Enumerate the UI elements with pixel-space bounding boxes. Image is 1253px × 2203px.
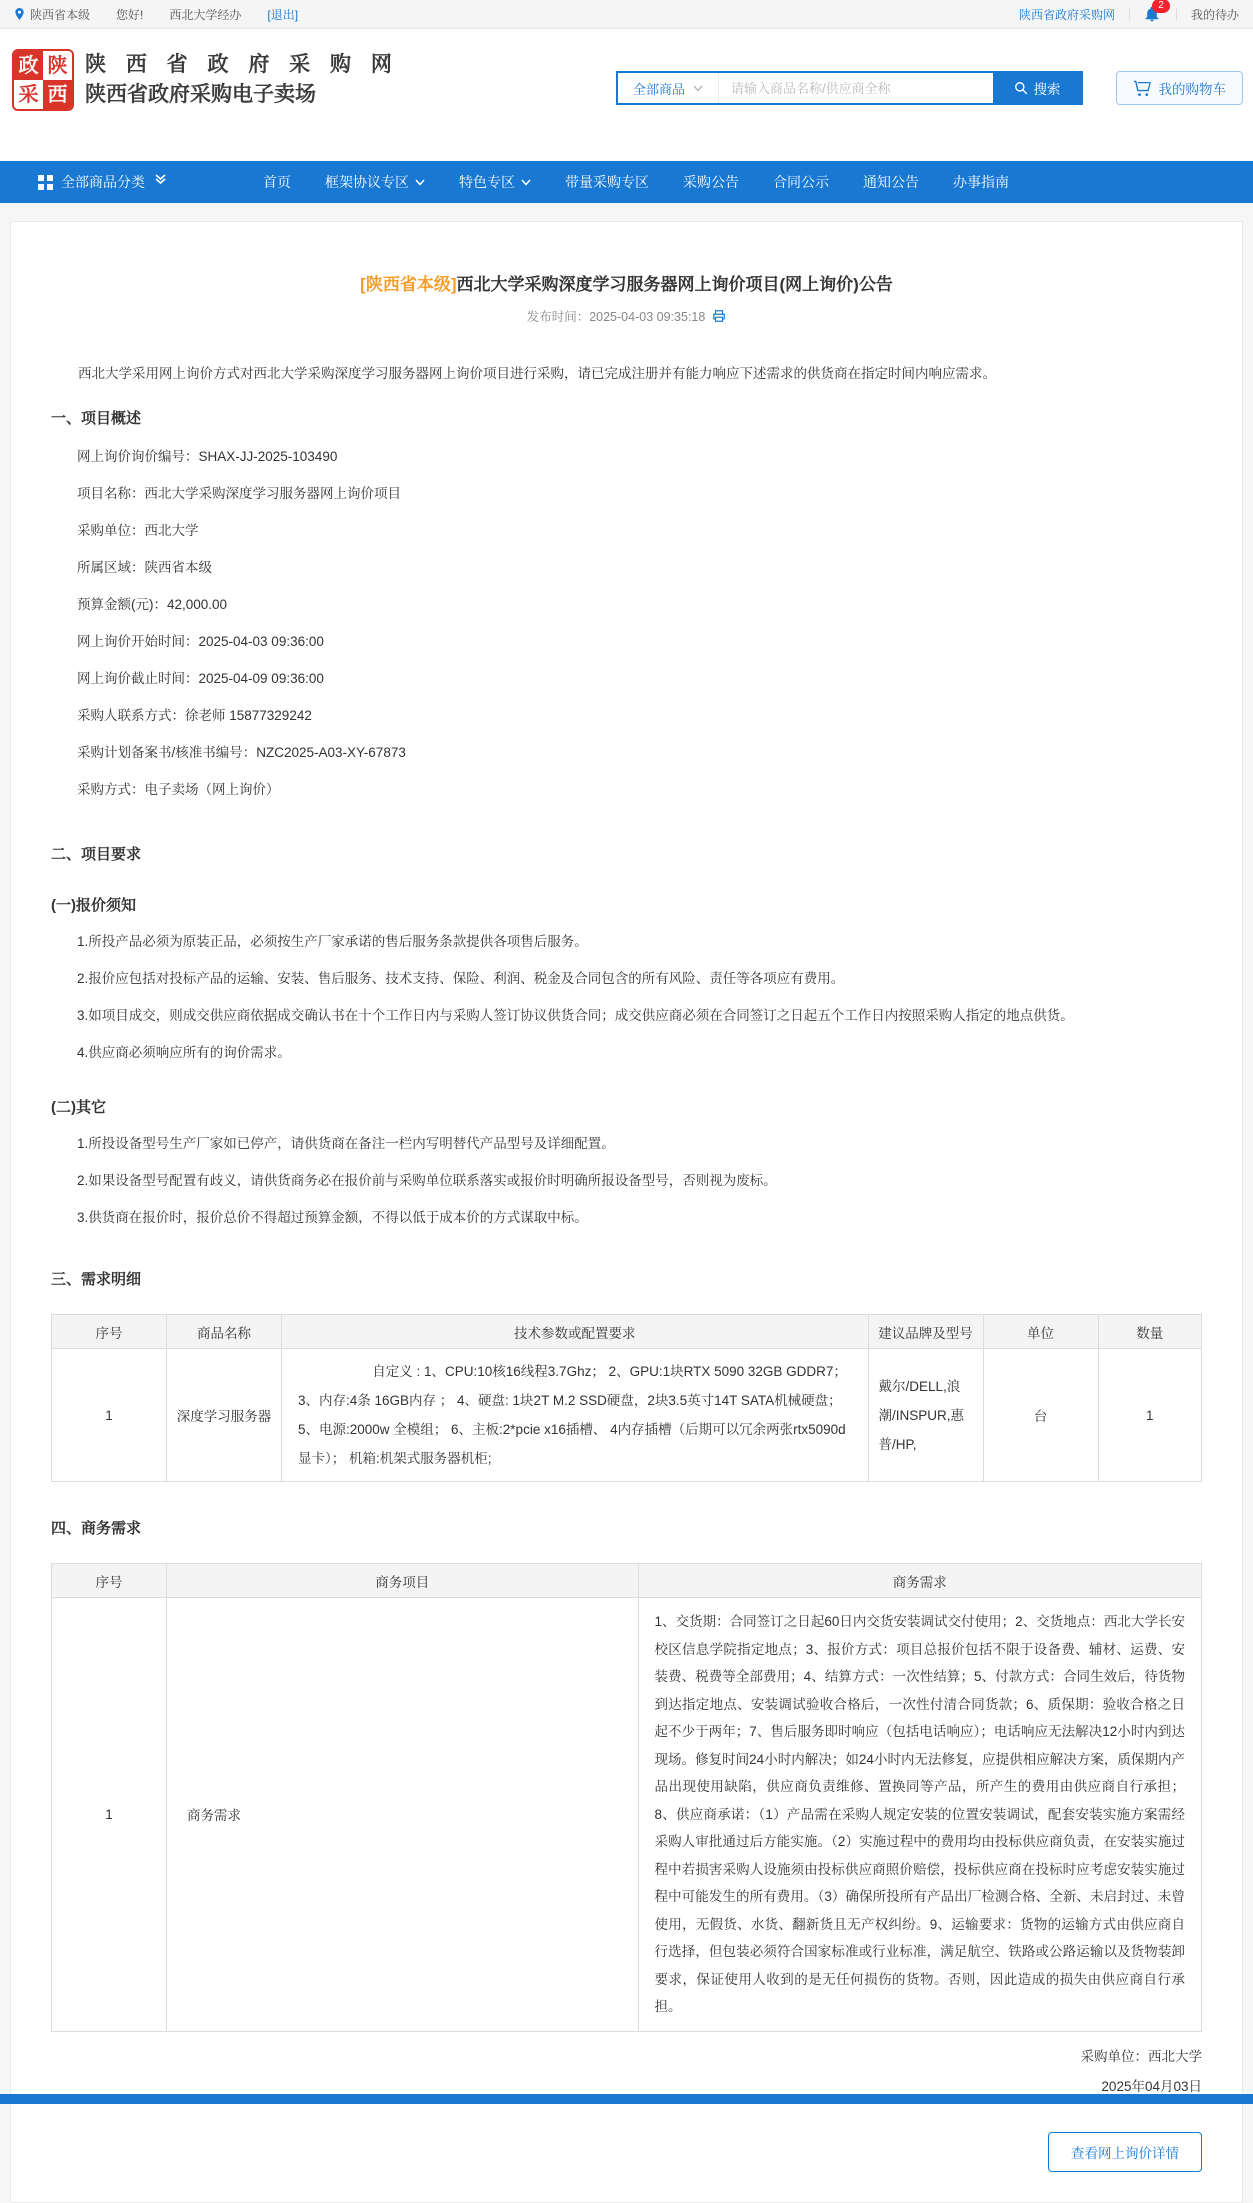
overview-item: 网上询价询价编号：SHAX-JJ-2025-103490 — [77, 449, 338, 464]
category-select[interactable] — [618, 73, 719, 103]
search-icon — [1014, 81, 1028, 95]
notification-bell[interactable] — [1144, 0, 1164, 23]
site-title: 陕 西 省 政 府 采 购 网 — [85, 53, 399, 76]
location-pin-icon — [14, 7, 25, 21]
demand-table-header-row — [52, 1315, 1202, 1349]
greeting-label: 您好! — [116, 7, 144, 22]
overview-item: 所属区域：陕西省本级 — [77, 560, 212, 575]
business-table — [51, 1563, 1202, 2032]
nav-item-special-zone[interactable] — [442, 161, 548, 203]
logo-char: 政 — [14, 51, 43, 80]
view-inquiry-detail-button[interactable]: 查看网上询价详情 — [1048, 2132, 1202, 2172]
subsection-heading-other: (二)其它 — [51, 1099, 106, 1116]
overview-item: 项目名称：西北大学采购深度学习服务器网上询价项目 — [77, 486, 401, 501]
intro-paragraph: 西北大学采用网上询价方式对西北大学采购深度学习服务器网上询价项目进行采购，请已完成注册并有能力响应下述需求的供货商在指定时间内响应需求。 — [78, 366, 996, 381]
double-chevron-down-icon — [155, 178, 166, 186]
col-header-no: 序号 — [52, 1315, 167, 1349]
divider — [1176, 8, 1177, 20]
site-portal-link[interactable]: 陕西省政府采购网 — [1018, 7, 1115, 22]
search-button-label: 搜索 — [1033, 82, 1061, 97]
cart-icon — [1133, 80, 1151, 96]
overview-item: 采购人联系方式：徐老师 15877329242 — [77, 708, 312, 723]
operator-label[interactable]: 西北大学经办 — [169, 7, 242, 22]
brand-block — [85, 51, 399, 109]
all-categories-button[interactable] — [0, 172, 208, 192]
nav-item-guide[interactable] — [936, 161, 1026, 203]
page-title — [51, 274, 1202, 296]
nav-item-contract-publicity[interactable] — [756, 161, 846, 203]
logo-char: 西 — [43, 80, 72, 109]
cart-button-label: 我的购物车 — [1158, 82, 1226, 97]
footer-strip — [0, 2094, 1253, 2104]
nav-item-label: 特色专区 — [459, 174, 515, 190]
nav-item-label: 采购公告 — [683, 174, 739, 190]
cell-qty: 1 — [1098, 1349, 1202, 1482]
logo-char: 采 — [14, 80, 43, 109]
nav-item-label: 框架协议专区 — [325, 174, 409, 190]
topbar-right — [1018, 0, 1239, 23]
overview-item: 采购计划备案书/核准书编号：NZC2025-A03-XY-67873 — [77, 745, 406, 760]
nav-item-label: 合同公示 — [773, 174, 829, 190]
purchaser-line: 采购单位：西北大学 — [1080, 2048, 1202, 2064]
title-text: 西北大学采购深度学习服务器网上询价项目(网上询价)公告 — [456, 275, 893, 294]
business-table-header-row — [52, 1564, 1202, 1598]
topbar — [0, 0, 1253, 29]
nav-item-procurement-announcements[interactable] — [666, 161, 756, 203]
col-header-item: 商务项目 — [167, 1564, 639, 1598]
cell-no: 1 — [52, 1598, 167, 2032]
divider — [1129, 8, 1130, 20]
search-button[interactable] — [993, 73, 1081, 103]
business-table-row — [52, 1598, 1202, 2032]
site-subtitle: 陕西省政府采购电子卖场 — [85, 83, 316, 106]
section-heading-overview: 一、项目概述 — [51, 410, 142, 427]
topbar-left — [14, 6, 298, 23]
search-bar — [616, 71, 1083, 105]
overview-item: 网上询价开始时间：2025-04-03 09:36:00 — [77, 634, 324, 649]
category-select-label: 全部商品 — [632, 81, 685, 97]
col-header-name: 商品名称 — [167, 1315, 282, 1349]
logo-char: 陕 — [43, 51, 72, 80]
quote-note-item: 3.如项目成交，则成交供应商依据成交确认书在十个工作日内与采购人签订协议供货合同；成交供应商必须在合同签订之日起五个工作日内按照采购人指定的地点供货。 — [77, 1008, 1074, 1023]
title-region-tag: [陕西省本级] — [360, 275, 457, 294]
notice-card — [10, 221, 1243, 2203]
cell-no: 1 — [52, 1349, 167, 1482]
publish-time: 发布时间：2025-04-03 09:35:18 — [526, 310, 706, 324]
subsection-heading-quote-notes: (一)报价须知 — [51, 897, 136, 914]
demand-table-row — [52, 1349, 1202, 1482]
site-logo — [12, 49, 74, 111]
cell-spec: 自定义 : 1、CPU:10核16线程3.7Ghz； 2、GPU:1块RTX 5090 32GB GDDR7； 3、内存:4条 16GB内存 ； 4、硬盘: 1块2T M.2 SSD硬盘，2块3.5英寸14T SATA机械硬盘； 5、电源:2000w 全模组； 6、主板:2*pcie x16插槽、 4内存插槽（后期可以冗余两张rtx5090d显卡）； 机箱:机架式服务器机柜; — [282, 1349, 869, 1482]
other-note-item: 3.供货商在报价时，报价总价不得超过预算金额，不得以低于成本价的方式谋取中标。 — [77, 1210, 588, 1225]
cell-unit: 台 — [983, 1349, 1098, 1482]
cell-business-requirement: 1、交货期：合同签订之日起60日内交货安装调试交付使用；2、交货地点：西北大学长安校区信息学院指定地点；3、报价方式：项目总报价包括不限于设备费、辅材、运费、安装费、税费等全部费用；4、结算方式：一次性结算；5、付款方式：合同生效后，待货物到达指定地点、安装调试验收合格后，一次性付清合同货款；6、质保期：验收合格之日起不少于两年；7、售后服务即时响应（包括电话响应）；电话响应无法解决12小时内到达现场。修复时间24小时内解决；如24小时内无法修复，应提供相应解决方案，质保期内产品出现使用缺陷，供应商负责维修、置换同等产品，所产生的费用由供应商自行承担；8、供应商承诺：（1）产品需在采购人规定安装的位置安装调试，配套安装实施方案需经采购人审批通过后方能实施。（2）实施过程中的费用均由投标供应商负责，在安装实施过程中若损害采购人设施须由投标供应商照价赔偿，投标供应商在投标时应考虑安装实施过程中可能发生的所有费用。（3）确保所投所有产品出厂检测合格、全新、未启封过、未曾使用，无假货、水货、翻新货且无产权纠纷。9、运输要求：货物的运输方式由供应商自行选择，但包装必须符合国家标准或行业标准，满足航空、铁路或公路运输以及货物装卸要求，保证使用人收到的是无任何损伤的货物。否则，因此造成的损失由供应商自行承担。 — [638, 1598, 1202, 2032]
region-item — [14, 6, 90, 23]
notification-badge: 2 — [1152, 0, 1170, 13]
printer-icon[interactable] — [712, 309, 726, 323]
nav-item-label: 通知公告 — [863, 174, 919, 190]
nav-item-label: 带量采购专区 — [565, 174, 649, 190]
nav-items — [246, 161, 1026, 203]
quote-note-item: 2.报价应包括对投标产品的运输、安装、售后服务、技术支持、保险、利润、税金及合同包含的所有风险、责任等各项应有费用。 — [77, 971, 845, 986]
col-header-unit: 单位 — [983, 1315, 1098, 1349]
overview-item: 网上询价截止时间：2025-04-09 09:36:00 — [77, 671, 324, 686]
detail-button-row — [51, 2132, 1202, 2172]
chevron-down-icon — [693, 85, 703, 92]
col-header-spec: 技术参数或配置要求 — [282, 1315, 869, 1349]
grid-icon — [38, 175, 53, 190]
cell-brand: 戴尔/DELL,浪潮/INSPUR,惠普/HP, — [868, 1349, 983, 1482]
logout-link[interactable]: [退出] — [267, 7, 299, 22]
date-line: 2025年04月03日 — [1101, 2078, 1202, 2094]
other-note-item: 1.所投设备型号生产厂家如已停产，请供货商在备注一栏内写明替代产品型号及详细配置。 — [77, 1136, 615, 1151]
col-header-biz-req: 商务需求 — [638, 1564, 1202, 1598]
col-header-qty: 数量 — [1098, 1315, 1202, 1349]
demand-table — [51, 1314, 1202, 1482]
overview-item: 采购单位：西北大学 — [77, 523, 199, 538]
overview-item: 预算金额(元)：42,000.00 — [77, 597, 228, 612]
header — [0, 29, 1253, 161]
todo-link[interactable]: 我的待办 — [1190, 7, 1239, 22]
other-note-item: 2.如果设备型号配置有歧义，请供货商务必在报价前与采购单位联系落实或报价时明确所报设备型号，否则视为废标。 — [77, 1173, 777, 1188]
section-heading-demand-detail: 三、需求明细 — [51, 1271, 142, 1288]
col-header-no: 序号 — [52, 1564, 167, 1598]
section-heading-business: 四、商务需求 — [51, 1520, 142, 1537]
nav-item-volume-purchase-zone[interactable] — [548, 161, 666, 203]
region-label[interactable]: 陕西省本级 — [30, 7, 91, 22]
cell-business-item: 商务需求 — [167, 1598, 639, 2032]
overview-item: 采购方式：电子卖场（网上询价） — [77, 782, 280, 797]
quote-note-item: 1.所投产品必须为原装正品，必须按生产厂家承诺的售后服务条款提供各项售后服务。 — [77, 934, 588, 949]
col-header-brand: 建议品牌及型号 — [868, 1315, 983, 1349]
nav-item-notices[interactable] — [846, 161, 936, 203]
publish-line — [51, 307, 1202, 325]
section-heading-requirements: 二、项目要求 — [51, 846, 142, 863]
main-nav — [0, 161, 1253, 203]
search-input[interactable] — [719, 73, 993, 103]
chevron-down-icon — [415, 179, 425, 186]
all-categories-label: 全部商品分类 — [61, 174, 145, 190]
nav-item-framework-zone[interactable] — [308, 161, 442, 203]
cart-button[interactable] — [1116, 71, 1244, 105]
chevron-down-icon — [521, 179, 531, 186]
nav-item-home[interactable] — [246, 161, 308, 203]
nav-item-label: 办事指南 — [953, 174, 1009, 190]
nav-item-label: 首页 — [263, 174, 291, 190]
cell-name: 深度学习服务器 — [167, 1349, 282, 1482]
quote-note-item: 4.供应商必须响应所有的询价需求。 — [77, 1045, 291, 1060]
